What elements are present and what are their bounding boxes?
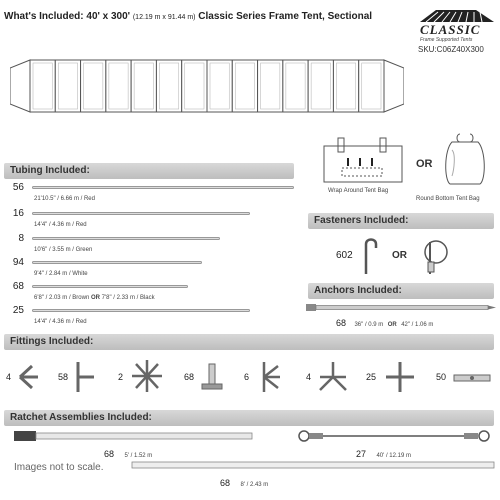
- fitting-qty: 68: [184, 372, 195, 382]
- tent-panel: [156, 60, 181, 112]
- tent-top-view-diagram: [10, 58, 404, 114]
- cable-assembly-icon: [296, 428, 494, 444]
- anchor-label-a: 36" / 0.9 m: [354, 322, 384, 328]
- fitting-tee-icon: [72, 360, 96, 394]
- tent-panel: [131, 60, 156, 112]
- fitting-6way-icon: [130, 358, 164, 394]
- ratchet-bar-label: 8' / 2.43 m: [240, 482, 269, 488]
- ratchet-strap-label: 5' / 1.52 m: [124, 453, 153, 459]
- round-bottom-bag-icon: [442, 130, 488, 188]
- tube-qty: 16: [12, 208, 24, 219]
- tent-panel: [55, 60, 80, 112]
- tube-graphic: [32, 261, 202, 264]
- fitting-qty: 58: [58, 372, 69, 382]
- logo-word: CLASSIC: [420, 22, 481, 37]
- logo-tagline: Frame Supported Tents: [420, 37, 473, 43]
- fitting-qty: 25: [366, 372, 377, 382]
- title-main: What's Included: 40' x 300': [4, 11, 131, 22]
- bag-or: OR: [416, 158, 433, 170]
- tent-panel: [333, 60, 358, 112]
- anchors-heading: Anchors Included:: [314, 285, 402, 296]
- tubing-section-header: [4, 163, 294, 179]
- fitting-qty: 4: [306, 372, 312, 382]
- tent-panel: [359, 60, 384, 112]
- tent-panel: [182, 60, 207, 112]
- tent-panel: [308, 60, 333, 112]
- stake-pin-icon: [360, 236, 382, 276]
- footnote: Images not to scale.: [14, 462, 104, 473]
- ratchet-bar-icon: [130, 458, 496, 472]
- tent-panel: [207, 60, 232, 112]
- tube-graphic: [32, 186, 294, 189]
- anchor-qty: 68: [336, 318, 347, 328]
- title-series: Classic Series Frame Tent, Sectional: [198, 11, 373, 22]
- tent-panel: [258, 60, 283, 112]
- tube-label: 9'4" / 2.84 m / White: [34, 271, 88, 277]
- ratchet-strap-qty: 68: [104, 449, 115, 459]
- anchors-section-header: [308, 283, 494, 299]
- tube-or: OR: [90, 295, 100, 301]
- fastener-or: OR: [392, 250, 407, 261]
- tube-label: [34, 295, 155, 301]
- snap-pin-icon: [420, 236, 452, 276]
- tube-graphic: [32, 285, 188, 288]
- fasteners-heading: Fasteners Included:: [314, 215, 409, 226]
- tent-panel: [106, 60, 131, 112]
- anchor-stake-icon: [304, 300, 498, 314]
- fitting-qty: 6: [244, 372, 250, 382]
- tent-panel: [30, 60, 55, 112]
- tube-label-b: 7'8" / 2.33 m / Black: [101, 295, 155, 301]
- ratchet-strap-icon: [12, 428, 256, 444]
- fitting-4way-icon: [16, 362, 42, 392]
- tube-qty: 25: [12, 305, 24, 316]
- tube-graphic: [32, 309, 250, 312]
- tube-label: 21'10.5" / 6.66 m / Red: [34, 196, 95, 202]
- fitting-cross-icon: [384, 360, 416, 394]
- fasteners-section-header: [308, 213, 494, 229]
- fitting-3way-icon: [318, 360, 348, 394]
- cable-qty: 27: [356, 449, 367, 459]
- title-metric: (12.19 m x 91.44 m): [132, 14, 196, 21]
- fastener-qty: 602: [336, 250, 353, 261]
- fittings-section-header: [4, 334, 494, 350]
- tent-end-cap: [10, 60, 30, 112]
- tube-qty: 94: [12, 257, 24, 268]
- tube-qty: 56: [12, 182, 24, 193]
- tube-label: 14'4" / 4.36 m / Red: [34, 319, 87, 325]
- tube-qty: 68: [12, 281, 24, 292]
- tent-end-cap: [384, 60, 404, 112]
- tube-graphic: [32, 212, 250, 215]
- tube-label-a: 6'8" / 2.03 m / Brown: [34, 295, 90, 301]
- ratchet-section-header: [4, 410, 494, 426]
- sku-label: SKU:C06Z40X300: [418, 45, 484, 54]
- fitting-qty: 4: [6, 372, 12, 382]
- tube-graphic: [32, 237, 220, 240]
- fittings-heading: Fittings Included:: [10, 336, 94, 347]
- cable-label: 40' / 12.19 m: [376, 453, 411, 459]
- ratchet-heading: Ratchet Assemblies Included:: [10, 412, 152, 423]
- wrap-bag-label: Wrap Around Tent Bag: [328, 188, 389, 194]
- tent-panel: [232, 60, 257, 112]
- round-bag-label: Round Bottom Tent Bag: [416, 196, 480, 202]
- wrap-around-bag-icon: [320, 136, 408, 188]
- tube-label: 10'6" / 3.55 m / Green: [34, 247, 93, 253]
- anchor-or: OR: [387, 322, 397, 328]
- ratchet-bar-qty: 68: [220, 478, 231, 488]
- tube-label: 14'4" / 4.36 m / Red: [34, 222, 87, 228]
- tent-panel: [283, 60, 308, 112]
- tent-panel: [81, 60, 106, 112]
- tubing-heading: Tubing Included:: [10, 165, 90, 176]
- fitting-5way-icon: [256, 360, 282, 394]
- anchor-row: [336, 313, 433, 331]
- fitting-connector-icon: [452, 370, 492, 386]
- fitting-base-plate-icon: [200, 362, 224, 392]
- tube-qty: 8: [18, 233, 24, 244]
- fitting-qty: 50: [436, 372, 447, 382]
- anchor-label-b: 42" / 1.06 m: [401, 322, 434, 328]
- fitting-qty: 2: [118, 372, 124, 382]
- page-title: [4, 11, 372, 22]
- ratchet-bar-row: [220, 473, 268, 491]
